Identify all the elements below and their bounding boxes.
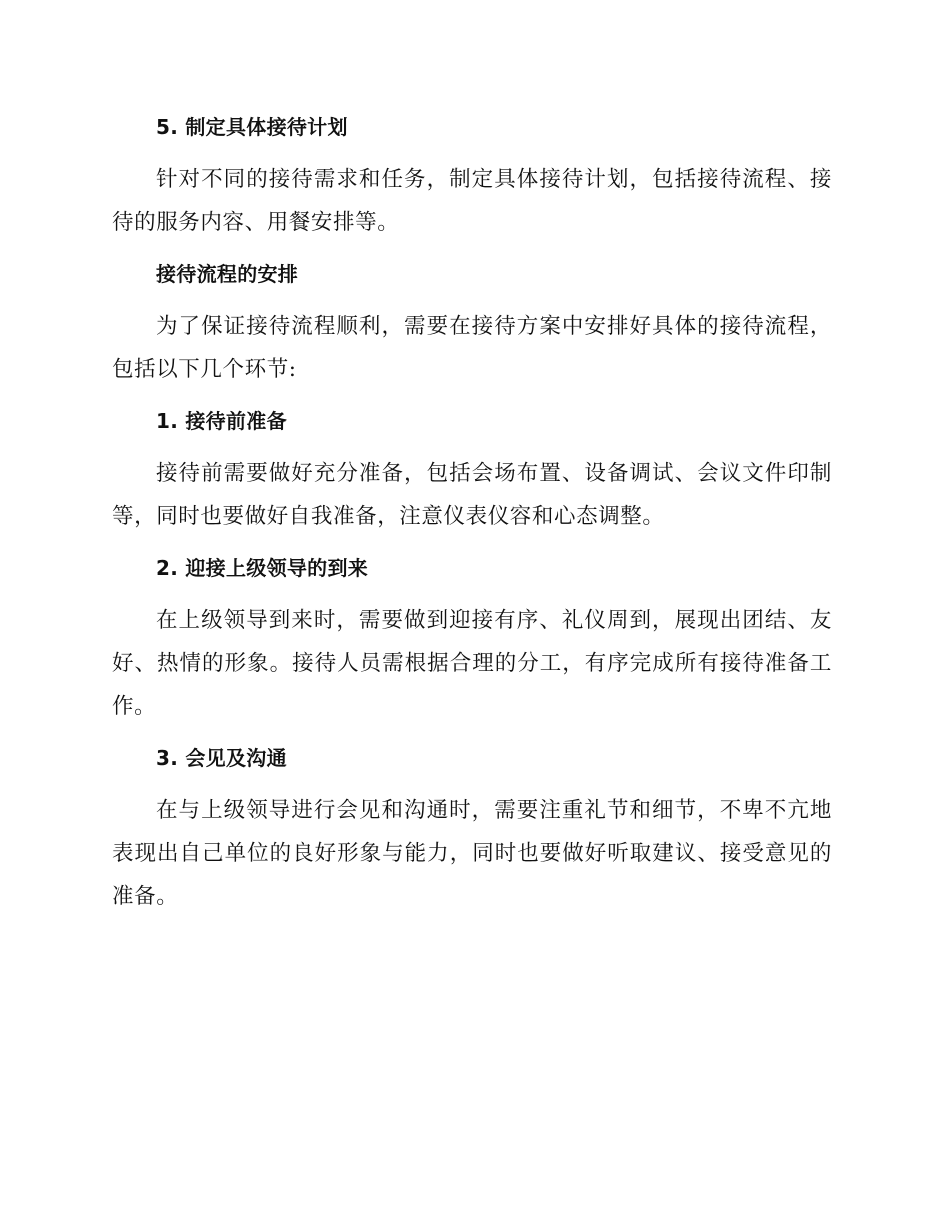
section-heading-plan: 5. 制定具体接待计划 <box>156 115 348 139</box>
section-heading-process: 接待流程的安排 <box>156 262 299 286</box>
paragraph-meeting: 在与上级领导进行会见和沟通时，需要注重礼节和细节，不卑不亢地表现出自己单位的良好形象与能力，同时也要做好听取建议、接受意见的准备。 <box>112 798 832 909</box>
paragraph-plan: 针对不同的接待需求和任务，制定具体接待计划，包括接待流程、接待的服务内容、用餐安排等。 <box>112 167 832 235</box>
section-heading-meeting: 3. 会见及沟通 <box>156 746 287 770</box>
section-heading-preparation: 1. 接待前准备 <box>156 409 287 433</box>
section-heading-welcome: 2. 迎接上级领导的到来 <box>156 556 369 580</box>
paragraph-process: 为了保证接待流程顺利，需要在接待方案中安排好具体的接待流程，包括以下几个环节: <box>112 314 832 382</box>
paragraph-preparation: 接待前需要做好充分准备，包括会场布置、设备调试、会议文件印制等，同时也要做好自我准备，注意仪表仪容和心态调整。 <box>112 461 832 529</box>
paragraph-welcome: 在上级领导到来时，需要做到迎接有序、礼仪周到，展现出团结、友好、热情的形象。接待人员需根据合理的分工，有序完成所有接待准备工作。 <box>112 608 832 719</box>
document-page <box>112 106 832 927</box>
